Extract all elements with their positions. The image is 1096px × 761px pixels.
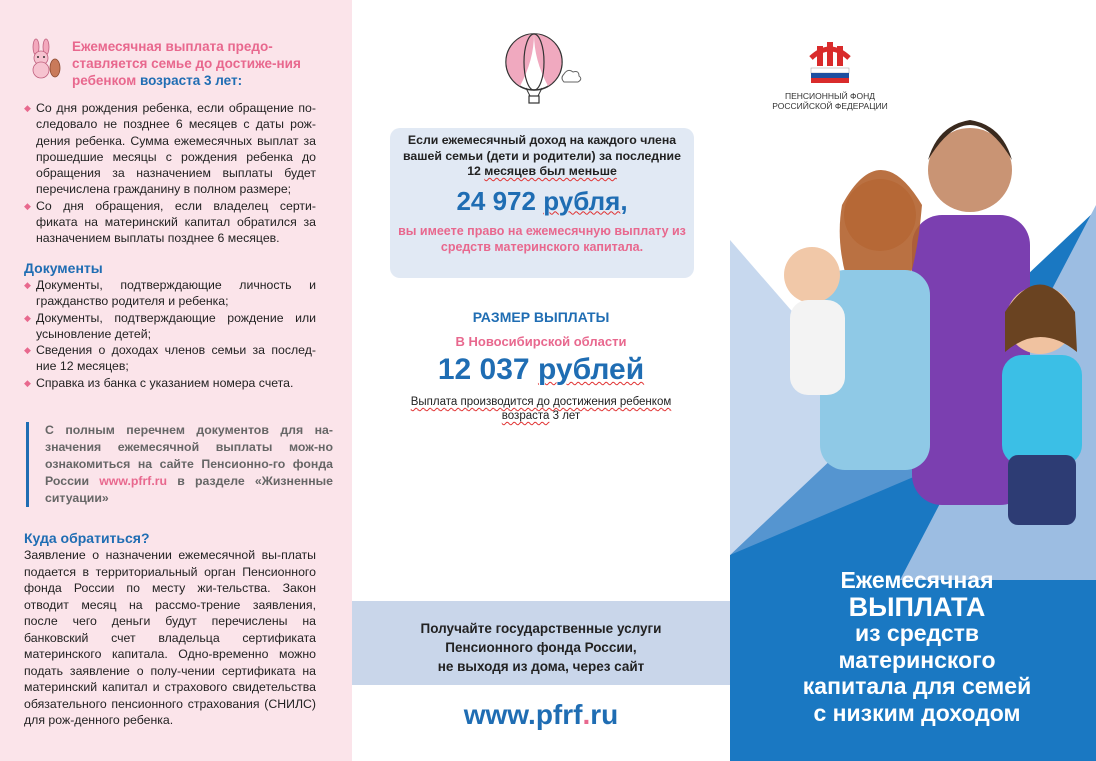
pfr-logo — [730, 38, 930, 111]
where-heading: Куда обратиться? — [24, 530, 150, 546]
payment-note: Выплата производится до достижения ребенком возраста 3 лет — [410, 396, 672, 422]
region-label: В Новосибирской области — [455, 334, 627, 349]
note-link[interactable]: www.pfrf.ru — [99, 474, 168, 488]
documents-note: С полным перечнем документов для на-значения ежемесячной выплаты мож-но ознакомиться на сайте Пенсионно-го фонда России www.pfrf.ru в разделе «Жизненные ситуации» — [26, 422, 333, 507]
website-link[interactable]: www.pfrf.ru — [463, 699, 619, 730]
right-panel — [730, 0, 1096, 761]
list-item: ◆ Со дня рождения ребенка, если обращение по-следовало не позднее 6 месяцев с даты рож-дения ребенка. Сумма ежемесячных выплат за прошедшие месяцы с рождения ребенка до обращения за назначением выплаты будет перечислена гражданину в полном размере; — [24, 100, 316, 198]
hot-air-balloon-icon — [502, 30, 582, 110]
intro-title-age: возраста 3 лет: — [139, 73, 243, 88]
income-question: Если ежемесячный доход на каждого члена вашей семьи (дети и родители) за последние 12 месяцев был меньше — [403, 133, 681, 178]
income-threshold: 24 972 рубля, — [456, 185, 628, 216]
cover-title-line: Ежемесячная — [840, 567, 994, 593]
services-line: Получайте государственные услуги — [420, 621, 662, 636]
services-line: Пенсионного фонда России, — [445, 640, 637, 655]
intro-title: Ежемесячная выплата предо-ставляется семье до достиже-ния ребенком возраста 3 лет: — [72, 39, 301, 88]
documents-heading: Документы — [24, 260, 103, 276]
cover-title-line: материнского — [838, 646, 996, 673]
list-item: ◆ Документы, подтверждающие личность и гражданство родителя и ребенка; — [24, 277, 316, 310]
list-item: ◆ Справка из банка с указанием номера счета. — [24, 375, 316, 391]
left-panel — [0, 0, 352, 761]
list-item: ◆ Сведения о доходах членов семьи за послед-ние 12 месяцев; — [24, 342, 316, 375]
cover-title — [752, 567, 1082, 726]
toy-bunny-icon — [24, 38, 62, 80]
payment-amount: 12 037 рублей — [437, 353, 645, 386]
cover-title-line: из средств — [854, 620, 980, 646]
cover-title-line: ВЫПЛАТА — [848, 591, 986, 622]
where-text: Заявление о назначении ежемесячной вы-платы подается в территориальный орган Пенсионного фонда России по месту жи-тельства. Закон отводит месяц на рассмо-трение заявления, после чего деньги будут перечислены на банковский счет владельца сертификата материнского капитала. Одно-временно можно подать заявление о полу-чении сертификата на материнский капитал и страхового свидетельства обязательного пенсионного страхования (СНИЛС) для рож-денного ребенка. — [24, 548, 316, 727]
documents-list — [24, 277, 316, 391]
cover-title-line: капитала для семей — [802, 673, 1032, 699]
income-entitlement: вы имеете право на ежемесячную выплату из средств материнского капитала. — [398, 223, 686, 254]
logo-caption: ПЕНСИОННЫЙ ФОНД РОССИЙСКОЙ ФЕДЕРАЦИИ — [772, 91, 888, 111]
start-dates-list — [24, 100, 316, 247]
cover-title-line: с низким доходом — [813, 699, 1021, 726]
middle-panel — [352, 0, 730, 761]
list-item: ◆ Документы, подтверждающие рождение или усыновление детей; — [24, 310, 316, 343]
services-line: не выходя из дома, через сайт — [437, 659, 645, 674]
online-services-banner — [352, 601, 730, 685]
payment-size-title: РАЗМЕР ВЫПЛАТЫ — [472, 309, 610, 325]
pfr-emblem-icon — [807, 38, 853, 84]
income-condition-box — [390, 128, 694, 278]
list-item: ◆ Со дня обращения, если владелец серти-фиката на материнский капитал обратился за назначением выплаты позднее 6 месяцев. — [24, 198, 316, 247]
